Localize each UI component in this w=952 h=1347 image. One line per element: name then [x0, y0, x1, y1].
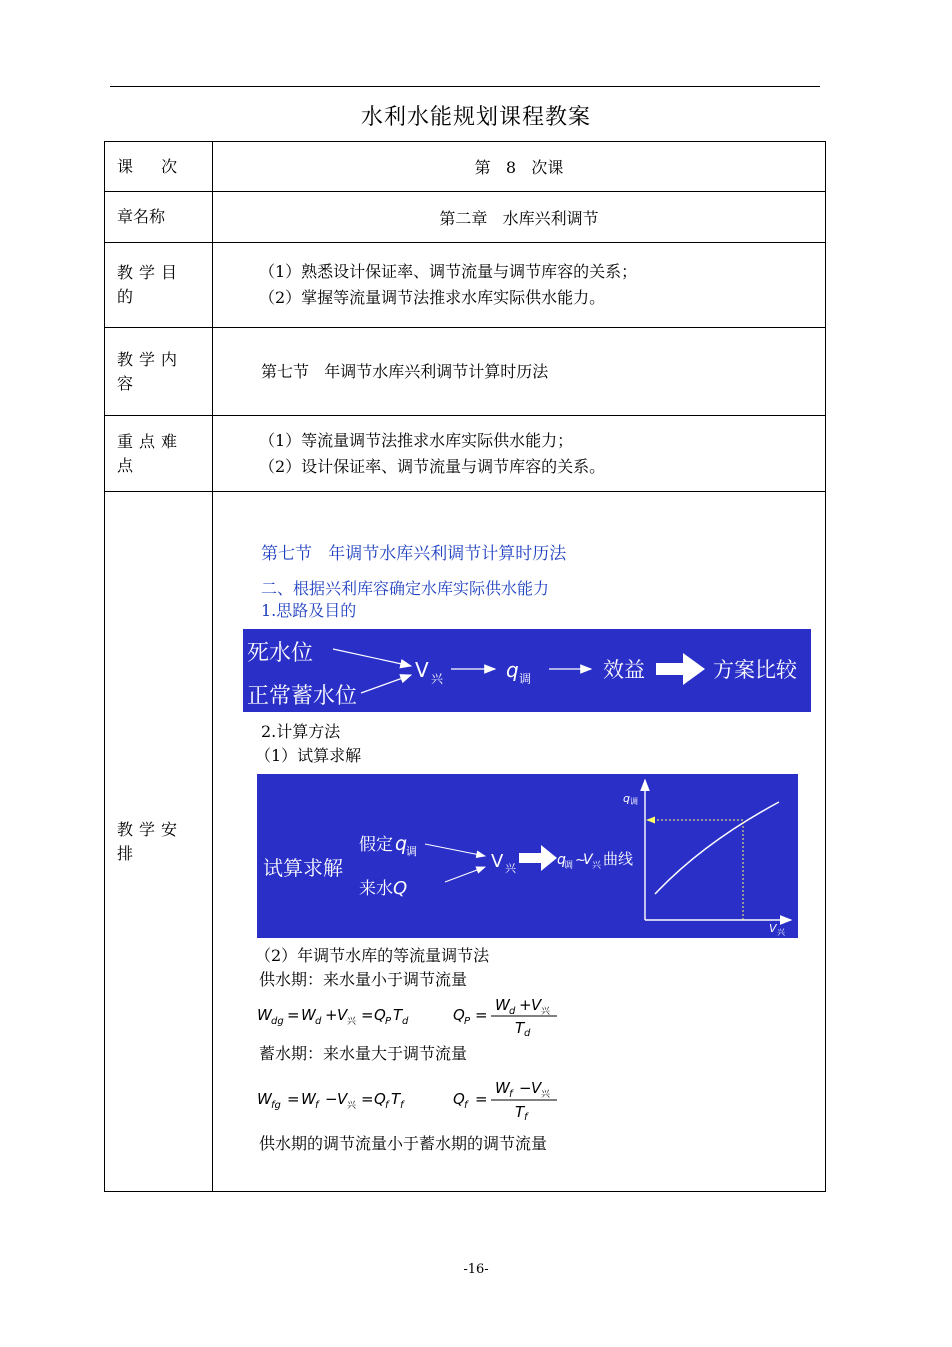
row-arrangement	[105, 492, 826, 1192]
label-benefit: 效益	[603, 658, 645, 682]
curve-label-q: q	[557, 852, 566, 868]
svg-text:P: P	[464, 1016, 471, 1027]
svg-text:W: W	[301, 1006, 316, 1024]
label-inflow: 来水	[359, 879, 393, 899]
svg-text:兴: 兴	[347, 1017, 357, 1027]
svg-text:Q: Q	[453, 1006, 465, 1024]
symbol-v-sub: 兴	[431, 672, 444, 686]
value-content: 第七节 年调节水库兴利调节计算时历法	[213, 328, 826, 416]
subheading-idea: 1.思路及目的	[261, 601, 357, 620]
symbol-v-2: V	[491, 851, 504, 872]
svg-text:+: +	[325, 1006, 338, 1024]
label-objective: 教学目的	[105, 243, 213, 328]
y-axis-label: q	[623, 792, 630, 805]
label-key-points: 重点难点	[105, 416, 213, 492]
x-axis-label-sub: 兴	[777, 928, 785, 937]
curve-label-v: V	[583, 852, 593, 868]
value-arrangement	[213, 492, 826, 1192]
svg-text:f: f	[509, 1089, 513, 1100]
svg-text:T: T	[391, 1090, 401, 1108]
svg-text:f: f	[315, 1100, 319, 1111]
subheading-trial: （1）试算求解	[255, 746, 362, 765]
svg-text:=: =	[475, 1090, 488, 1108]
label-arrangement: 教学安排	[105, 492, 213, 1192]
symbol-q-sub: 调	[519, 672, 532, 686]
symbol-q-assumed: q	[395, 833, 408, 855]
row-key-points	[105, 416, 826, 492]
svg-text:兴: 兴	[541, 1090, 551, 1100]
svg-text:W: W	[495, 1079, 510, 1097]
block-arrow-to-curve	[519, 845, 557, 871]
symbol-v-2-sub: 兴	[505, 862, 516, 875]
section-heading: 第七节 年调节水库兴利调节计算时历法	[261, 544, 567, 564]
svg-text:V: V	[531, 996, 542, 1014]
svg-text:V: V	[337, 1006, 348, 1024]
svg-text:兴: 兴	[541, 1007, 551, 1017]
header-rule	[110, 86, 820, 87]
svg-text:fg: fg	[271, 1100, 281, 1111]
svg-text:W: W	[257, 1090, 272, 1108]
label-content: 教学内容	[105, 328, 213, 416]
curve-label-v-sub: 兴	[592, 861, 602, 871]
value-chapter: 第二章 水库兴利调节	[213, 192, 826, 243]
svg-text:=: =	[361, 1090, 374, 1108]
svg-text:d: d	[402, 1016, 409, 1027]
svg-text:T: T	[515, 1103, 525, 1121]
svg-text:W: W	[301, 1090, 316, 1108]
svg-text:T: T	[515, 1019, 525, 1037]
objective-line-1: （1）熟悉设计保证率、调节流量与调节库容的关系；	[259, 262, 638, 281]
supply-period-text: 供水期：来水量小于调节流量	[259, 970, 468, 989]
key-point-line-1: （1）等流量调节法推求水库实际供水能力；	[259, 430, 574, 450]
label-chapter: 章名称	[105, 192, 213, 243]
arrow-from-assumed-q	[425, 844, 485, 856]
svg-text:d: d	[524, 1028, 531, 1038]
label-normal-level: 正常蓄水位	[247, 684, 358, 709]
svg-text:d: d	[509, 1006, 516, 1017]
svg-text:Q: Q	[374, 1006, 386, 1024]
svg-text:f: f	[400, 1100, 404, 1111]
label-assume: 假定	[359, 835, 393, 855]
arrow-from-inflow	[445, 867, 485, 882]
svg-text:d: d	[315, 1016, 322, 1027]
svg-text:Q: Q	[453, 1090, 465, 1108]
lesson-plan-table	[104, 141, 826, 1192]
subheading-method: 2.计算方法	[261, 722, 341, 741]
svg-text:f: f	[464, 1100, 468, 1111]
arrow-from-normal-level	[361, 675, 411, 693]
svg-text:=: =	[361, 1006, 374, 1024]
block-arrow-to-compare	[656, 653, 705, 685]
objective-line-2: （2）掌握等流量调节法推求水库实际供水能力。	[259, 288, 606, 307]
svg-text:兴: 兴	[347, 1101, 357, 1111]
svg-text:f: f	[524, 1112, 528, 1122]
key-point-line-2: （2）设计保证率、调节流量与调节库容的关系。	[259, 456, 606, 476]
svg-text:=: =	[287, 1006, 300, 1024]
label-lesson: 课 次	[105, 142, 213, 192]
label-scheme-compare: 方案比较	[713, 658, 797, 682]
symbol-v: V	[415, 658, 429, 682]
storage-period-text: 蓄水期：来水量大于调节流量	[259, 1044, 468, 1063]
svg-text:+: +	[519, 996, 532, 1014]
svg-text:f: f	[385, 1100, 389, 1111]
row-objective	[105, 243, 826, 328]
svg-text:−: −	[325, 1090, 338, 1108]
value-lesson: 第 8 次课	[213, 142, 826, 192]
svg-text:−: −	[519, 1079, 532, 1097]
value-objective	[213, 243, 826, 328]
svg-text:dg: dg	[271, 1016, 284, 1027]
conclusion-text: 供水期的调节流量小于蓄水期的调节流量	[259, 1134, 548, 1153]
svg-text:V: V	[337, 1090, 348, 1108]
y-axis-label-sub: 调	[630, 797, 638, 806]
document-title: 水利水能规划课程教案	[360, 105, 591, 130]
row-lesson	[105, 142, 826, 192]
subheading-supply-capacity: 二、根据兴利库容确定水库实际供水能力	[261, 579, 550, 598]
curve-label-q-sub: 调	[564, 861, 574, 871]
svg-text:Q: Q	[374, 1090, 386, 1108]
svg-text:W: W	[495, 996, 510, 1014]
trial-diagram	[257, 774, 798, 938]
svg-text:W: W	[257, 1006, 272, 1024]
svg-text:=: =	[475, 1006, 488, 1024]
symbol-q: q	[506, 658, 519, 682]
value-key-points	[213, 416, 826, 492]
svg-text:=: =	[287, 1090, 300, 1108]
curve-label-tilde: ~	[575, 853, 586, 868]
q-v-curve	[655, 802, 779, 894]
row-chapter	[105, 192, 826, 243]
x-axis-label: V	[769, 922, 777, 935]
page-number: -16-	[463, 1262, 489, 1277]
storage-period-formula	[257, 1076, 825, 1120]
label-dead-level: 死水位	[247, 641, 314, 666]
supply-period-formula	[257, 994, 825, 1038]
arrow-from-dead-level	[333, 649, 411, 666]
row-content	[105, 328, 826, 416]
svg-text:P: P	[385, 1016, 392, 1027]
svg-text:V: V	[531, 1079, 542, 1097]
symbol-Q: Q	[393, 878, 408, 899]
label-trial-solve: 试算求解	[263, 856, 343, 880]
svg-text:T: T	[393, 1006, 403, 1024]
symbol-q-assumed-sub: 调	[406, 845, 417, 858]
subheading-equal-flow: （2）年调节水库的等流量调节法	[255, 946, 490, 965]
curve-label-word: 曲线	[603, 850, 634, 868]
idea-diagram	[243, 629, 811, 712]
